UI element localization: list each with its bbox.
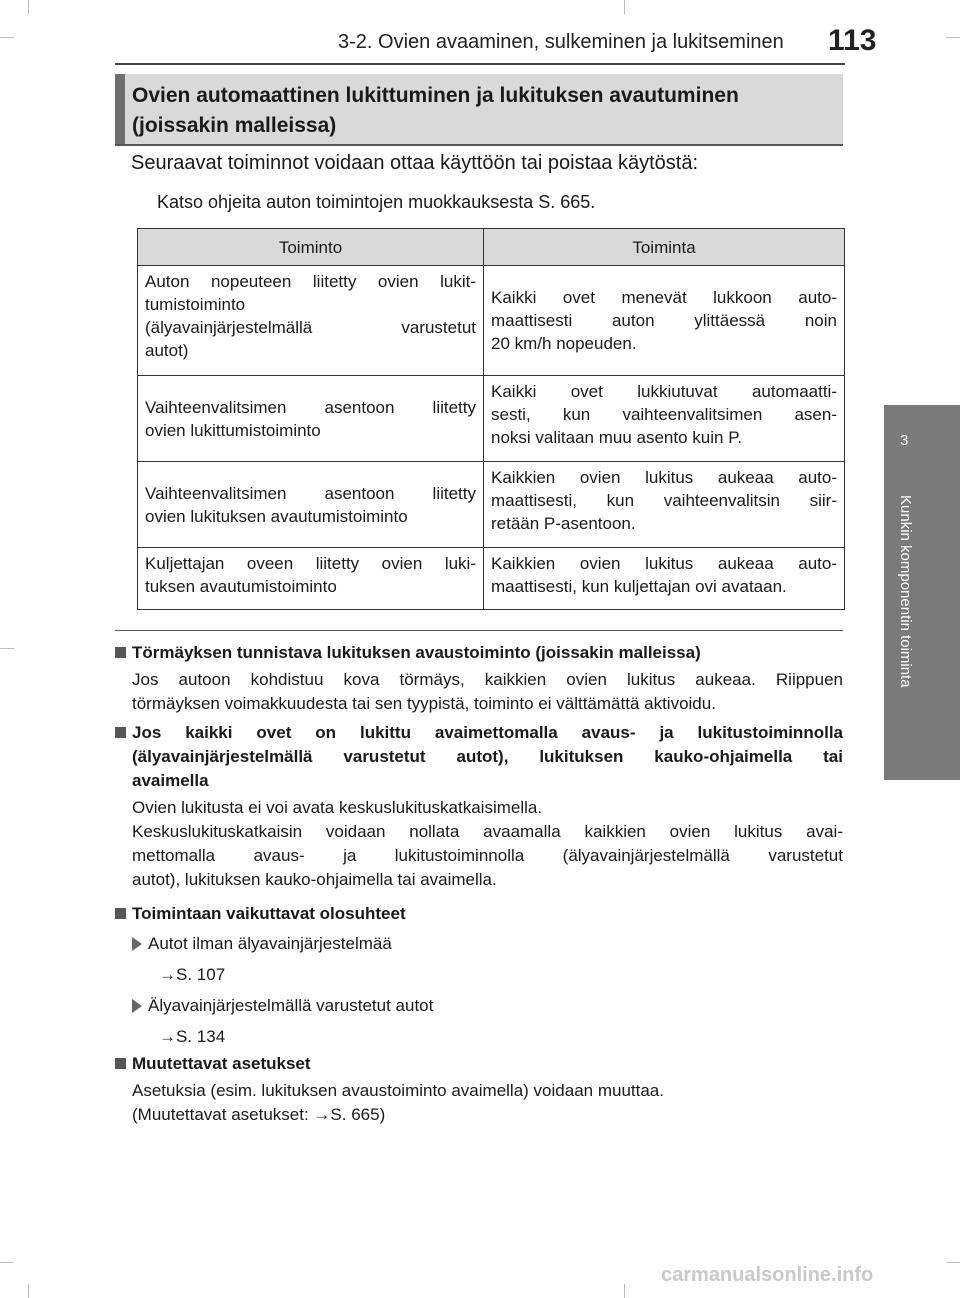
- notes-divider: [115, 630, 843, 631]
- square-bullet-icon: [115, 647, 126, 658]
- cell-line: Auton nopeuteen liitetty ovien lukit-: [145, 272, 476, 291]
- crop-mark: [624, 0, 625, 14]
- crop-mark: [0, 648, 14, 649]
- section-heading-bar: [115, 74, 125, 144]
- table-header-cell: Toiminto: [138, 229, 484, 266]
- section-title-line: (joissakin malleissa): [132, 114, 337, 137]
- crop-mark: [946, 37, 960, 38]
- table-cell-action: [484, 462, 845, 548]
- page-reference: →S. 134: [159, 1027, 226, 1046]
- page-reference: →S. 107: [159, 965, 226, 984]
- cell-line: maattisesti, kun kuljettajan ovi avataan.: [491, 577, 787, 596]
- table-cell-action: [484, 266, 845, 376]
- note-line: autot), lukituksen kauko-ohjaimella tai avaimella.: [132, 870, 497, 889]
- sub-intro-text: Katso ohjeita auton toimintojen muokkauksesta S. 665.: [157, 192, 596, 212]
- cell-line: ovien lukittumistoiminto: [145, 420, 321, 440]
- cell-line: noksi valitaan muu asento kuin P.: [491, 428, 743, 447]
- cell-line: tumistoiminto: [145, 295, 246, 314]
- cell-line: autot): [145, 341, 189, 360]
- note-heading-line: (älyavainjärjestelmällä varustetut autot), lukituksen kauko-ohjaimella tai: [132, 747, 843, 766]
- note-heading: [115, 721, 843, 793]
- function-table: [137, 228, 845, 610]
- cell-line: tuksen avautumistoiminto: [145, 577, 337, 596]
- watermark: carmanualsonline.info: [661, 1264, 874, 1286]
- cell-line: Kuljettajan oveen liitetty ovien luki-: [145, 554, 476, 573]
- note-body: [115, 668, 843, 716]
- note-line: törmäyksen voimakkuudesta tai sen tyypistä, toiminto ei välttämättä aktivoidu.: [132, 694, 716, 713]
- table-cell-function: [138, 462, 484, 548]
- triangle-bullet-icon: [132, 999, 142, 1013]
- condition-item: [115, 932, 843, 956]
- note-heading-line: [115, 721, 843, 745]
- note-line: Jos autoon kohdistuu kova törmäys, kaikkien ovien lukitus aukeaa. Riippuen: [132, 670, 843, 689]
- table-row: [138, 462, 845, 548]
- note-heading-text: Törmäyksen tunnistava lukituksen avaustoiminto (joissakin malleissa): [132, 643, 701, 662]
- note-heading-text: Muutettavat asetukset: [132, 1054, 311, 1073]
- table-row: [138, 548, 845, 610]
- table-cell-function: [138, 548, 484, 610]
- condition-item-text: Autot ilman älyavainjärjestelmää: [148, 934, 392, 953]
- page-number: 113: [828, 24, 877, 57]
- table-header-cell: Toiminta: [484, 229, 845, 266]
- table-cell-action: [484, 376, 845, 462]
- note-heading-line: avaimella: [132, 771, 209, 790]
- crop-mark: [624, 1284, 625, 1298]
- cell-line: 20 km/h nopeuden.: [491, 334, 637, 353]
- section-title-line: Ovien automaattinen lukittuminen ja lukituksen avautuminen: [132, 84, 739, 107]
- note-line: Asetuksia (esim. lukituksen avaustoiminto avaimella) voidaan muuttaa.: [132, 1081, 664, 1100]
- note-line: (Muutettavat asetukset: →S. 665): [132, 1105, 386, 1124]
- table-cell-action: [484, 548, 845, 610]
- side-tab-number: 3: [900, 432, 909, 449]
- crop-mark: [0, 37, 14, 38]
- square-bullet-icon: [115, 727, 126, 738]
- note-locked: [115, 721, 843, 892]
- crop-mark: [28, 1284, 29, 1298]
- note-settings: [115, 1052, 843, 1127]
- note-heading-text: Jos kaikki ovet on lukittu avaimettomalla avaus- ja lukitustoiminnolla: [132, 723, 843, 742]
- note-heading: [115, 902, 843, 926]
- condition-item-text: Älyavainjärjestelmällä varustetut autot: [148, 996, 434, 1015]
- note-collision: [115, 641, 843, 716]
- table-row: [138, 376, 845, 462]
- note-body: [115, 796, 843, 892]
- note-line: Ovien lukitusta ei voi avata keskuslukituskatkaisimella.: [132, 798, 543, 817]
- note-heading: [115, 641, 843, 665]
- chapter-title: 3-2. Ovien avaaminen, sulkeminen ja lukitseminen: [338, 31, 784, 53]
- cell-line: Vaihteenvalitsimen asentoon liitetty: [145, 483, 476, 503]
- table-header-row: [138, 229, 845, 266]
- note-heading-text: Toimintaan vaikuttavat olosuhteet: [132, 904, 406, 923]
- note-body: [115, 1079, 843, 1127]
- table-cell-function: [138, 266, 484, 376]
- cell-line: Kaikkien ovien lukitus aukeaa auto-: [491, 554, 837, 573]
- cell-line: maattisesti auton ylittäessä noin: [491, 311, 837, 330]
- header-divider: [115, 63, 845, 65]
- table-row: [138, 266, 845, 376]
- note-line: Keskuslukituskatkaisin voidaan nollata avaamalla kaikkien ovien lukitus avai-: [132, 822, 843, 841]
- side-tab-label: Kunkin komponentin toiminta: [897, 495, 914, 688]
- crop-mark: [946, 1262, 960, 1263]
- triangle-bullet-icon: [132, 937, 142, 951]
- condition-item: [115, 994, 843, 1018]
- square-bullet-icon: [115, 1058, 126, 1069]
- cell-line: retään P-asentoon.: [491, 514, 636, 533]
- section-title: [132, 81, 832, 141]
- cell-line: Kaikki ovet lukkiutuvat automaatti-: [491, 382, 837, 401]
- cell-line: Vaihteenvalitsimen asentoon liitetty: [145, 397, 476, 417]
- cell-line: maattisesti, kun vaihteenvalitsin siir-: [491, 491, 837, 510]
- table-cell-function: [138, 376, 484, 462]
- cell-line: ovien lukituksen avautumistoiminto: [145, 506, 408, 526]
- cell-line: Kaikki ovet menevät lukkoon auto-: [491, 288, 837, 307]
- cell-line: (älyavainjärjestelmällä varustetut: [145, 318, 476, 337]
- cell-line: Kaikkien ovien lukitus aukeaa auto-: [491, 468, 837, 487]
- cell-line: sesti, kun vaihteenvalitsimen asen-: [491, 405, 837, 424]
- section-divider: [115, 144, 843, 146]
- intro-text: Seuraavat toiminnot voidaan ottaa käyttöön tai poistaa käytöstä:: [131, 152, 699, 174]
- crop-mark: [28, 0, 29, 14]
- note-line: mettomalla avaus- ja lukitustoiminnolla (älyavainjärjestelmällä varustetut: [132, 846, 843, 865]
- crop-mark: [0, 1262, 14, 1263]
- note-heading: [115, 1052, 843, 1076]
- square-bullet-icon: [115, 908, 126, 919]
- note-conditions: [115, 902, 843, 1049]
